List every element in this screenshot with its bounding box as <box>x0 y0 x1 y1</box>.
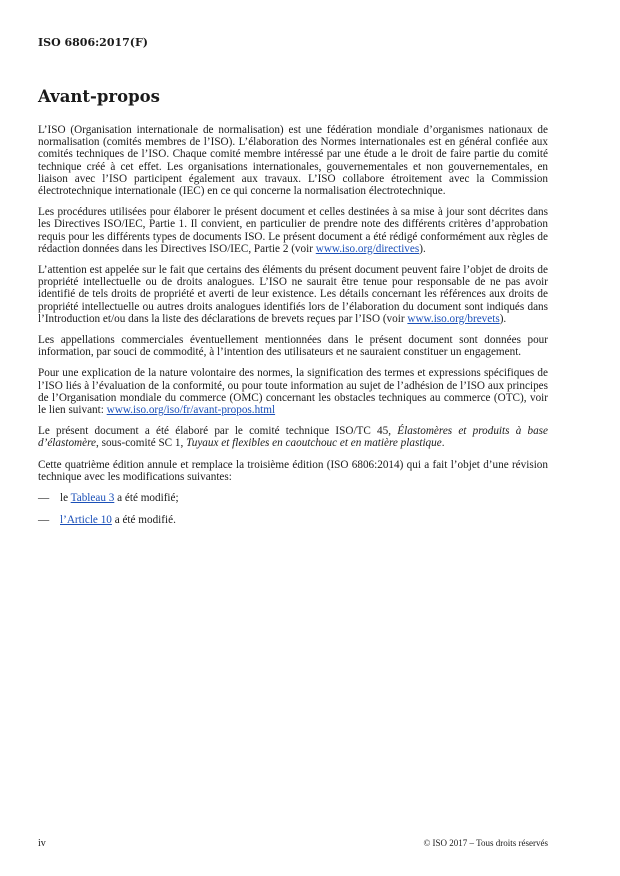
list-item-text <box>60 514 176 526</box>
subcommittee-title: Tuyaux et flexibles en caoutchouc et en matière plastique <box>186 437 442 450</box>
document-id: ISO 6806:2017(F) <box>38 36 149 49</box>
list-item <box>38 514 548 526</box>
directives-link[interactable]: www.iso.org/directives <box>315 242 420 255</box>
list-item-1-pre: le <box>60 492 71 505</box>
list-dash: — <box>38 492 50 505</box>
list-item-2-post: a été modifié. <box>111 514 176 527</box>
brevets-link[interactable]: www.iso.org/brevets <box>407 312 500 325</box>
paragraph-2-text: Les procédures utilisées pour élaborer le présent document et celles destinées à sa mise à jour sont décrites dans les Directives ISO/IEC, Partie 1. Il convient, en particulier de prendre note des différents critères d’approbation requis pour les différents types de documents ISO. Le présent document a été rédigé conformément aux règles de rédaction données dans les Directives ISO/IEC, Partie 2 (voir <box>38 206 548 255</box>
copyright-notice: © ISO 2017 – Tous droits réservés <box>423 838 548 848</box>
avant-propos-link[interactable]: www.iso.org/iso/fr/avant-propos.html <box>106 404 276 417</box>
paragraph-5 <box>38 367 548 416</box>
committee-title: Élastomères et produits à base d’élastomère <box>38 425 548 450</box>
document-body <box>38 124 548 536</box>
paragraph-6-end: . <box>441 437 445 450</box>
article-10-link[interactable]: l’Article 10 <box>60 514 112 527</box>
paragraph-5-text: Pour une explication de la nature volontaire des normes, la signification des termes et expressions spécifiques de l’ISO liés à l’évaluation de la conformité, ou pour toute information au sujet de l’adhésion de l’ISO aux principes de l’Organisation mondiale du commerce (OMC) concernant les obstacles techniques au commerce (OTC), voir le lien suivant: <box>38 367 548 417</box>
paragraph-2 <box>38 206 548 255</box>
list-item-text <box>60 492 179 504</box>
page-number: iv <box>38 838 46 849</box>
list-item-1-post: a été modifié; <box>114 492 179 505</box>
paragraph-3-end: ). <box>499 312 507 325</box>
paragraph-3-text: L’attention est appelée sur le fait que certains des éléments du présent document peuvent faire l’objet de droits de propriété intellectuelle ou de droits analogues. L’ISO ne saurait être tenue pour responsable de ne pas avoir identifié de tels droits de propriété et averti de leur existence. Les détails concernant les références aux droits de propriété intellectuelle ou autres droits analogues identifiés lors de l’élaboration du document sont indiqués dans l’Introduction et/ou dans la liste des déclarations de brevets reçues par l’ISO (voir <box>38 264 548 325</box>
paragraph-1: L’ISO (Organisation internationale de normalisation) est une fédération mondiale d’organismes nationaux de normalisation (comités membres de l’ISO). L’élaboration des Normes internationales est en général confiée aux comités techniques de l’ISO. Chaque comité membre intéressé par une étude a le droit de faire partie du comité technique créé à cet effet. Les organisations internationales, gouvernementales et non gouvernementales, en liaison avec l’ISO participent également aux travaux. L’ISO collabore étroitement avec la Commission électrotechnique internationale (IEC) en ce qui concerne la normalisation électrotechnique. <box>38 124 548 198</box>
list-item <box>38 492 548 504</box>
section-title: Avant-propos <box>38 87 160 106</box>
tableau-3-link[interactable]: Tableau 3 <box>70 492 115 505</box>
paragraph-7: Cette quatrième édition annule et remplace la troisième édition (ISO 6806:2014) qui a fait l’objet d’une révision technique avec les modifications suivantes: <box>38 458 548 483</box>
paragraph-2-end: ). <box>419 242 426 255</box>
paragraph-6-mid: , sous-comité SC 1, <box>96 437 187 450</box>
paragraph-4: Les appellations commerciales éventuellement mentionnées dans le présent document sont données pour information, par souci de commodité, à l’intention des utilisateurs et ne sauraient constituer un engagement. <box>38 334 548 359</box>
paragraph-6 <box>38 425 548 449</box>
list-dash: — <box>38 514 50 527</box>
paragraph-3 <box>38 264 548 325</box>
paragraph-6-text: Le présent document a été élaboré par le comité technique ISO/TC 45, <box>38 425 398 438</box>
